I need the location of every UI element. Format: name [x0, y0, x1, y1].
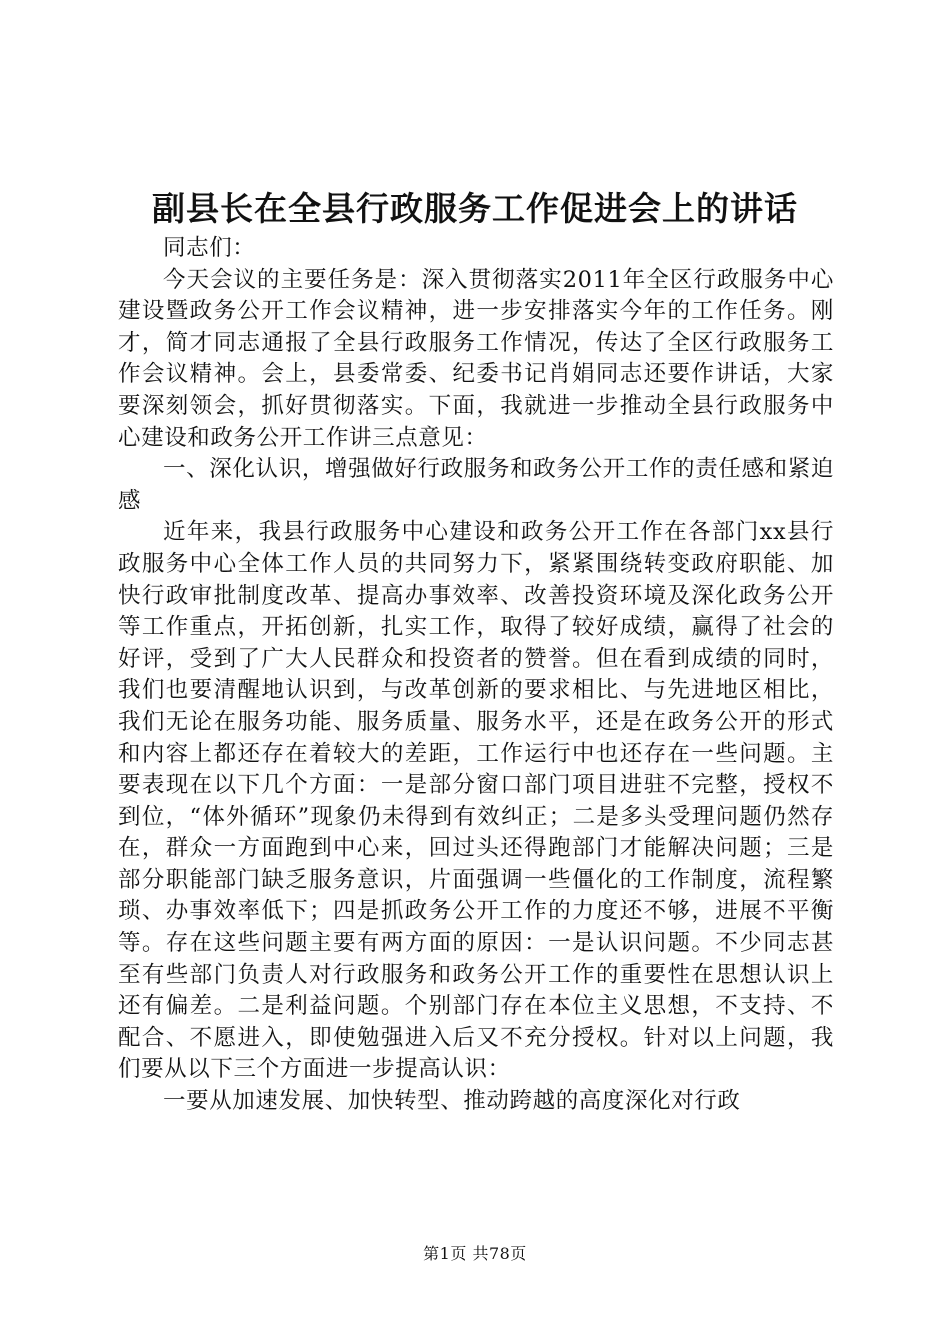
- intro-paragraph: 今天会议的主要任务是：深入贯彻落实2011年全区行政服务中心建设暨政务公开工作会议精神，进一步安排落实今年的工作任务。刚才，简才同志通报了全县行政服务工作情况，传达了全区行政服务工作会议精神。会上，县委常委、纪委书记肖娟同志还要作讲话，大家要深刻领会，抓好贯彻落实。下面，我就进一步推动全县行政服务中心建设和政务公开工作讲三点意见：: [118, 266, 834, 451]
- page-footer: 第1页 共78页: [423, 1244, 527, 1263]
- salutation-paragraph: 同志们：: [163, 235, 256, 261]
- section-heading-1: 一、深化认识，增强做好行政服务和政务公开工作的责任感和紧迫感: [118, 456, 834, 514]
- body-paragraph: 近年来，我县行政服务中心建设和政务公开工作在各部门xx县行政服务中心全体工作人员的共同努力下，紧紧围绕转变政府职能、加快行政审批制度改革、提高办事效率、改善投资环境及深化政务公开等工作重点，开拓创新，扎实工作，取得了较好成绩，赢得了社会的好评，受到了广大人民群众和投资者的赞誉。但在看到成绩的同时，我们也要清醒地认识到，与改革创新的要求相比、与先进地区相比，我们无论在服务功能、服务质量、服务水平，还是在政务公开的形式和内容上都还存在着较大的差距，工作运行中也还存在一些问题。主要表现在以下几个方面：一是部分窗口部门项目进驻不完整，授权不到位，“体外循环”现象仍未得到有效纠正；二是多头受理问题仍然存在，群众一方面跑到中心来，回过头还得跑部门才能解决问题；三是部分职能部门缺乏服务意识，片面强调一些僵化的工作制度，流程繁琐、办事效率低下；四是抓政务公开工作的力度还不够，进展不平衡等。存在这些问题主要有两方面的原因：一是认识问题。不少同志甚至有些部门负责人对行政服务和政务公开工作的重要性在思想认识上还有偏差。二是利益问题。个别部门存在本位主义思想，不支持、不配合、不愿进入，即使勉强进入后又不充分授权。针对以上问题，我们要从以下三个方面进一步提高认识：: [118, 519, 834, 1083]
- document-body: [118, 233, 834, 1118]
- document-title: 副县长在全县行政服务工作促进会上的讲话: [152, 189, 798, 228]
- body-paragraph-continued: 一要从加速发展、加快转型、推动跨越的高度深化对行政: [163, 1088, 741, 1115]
